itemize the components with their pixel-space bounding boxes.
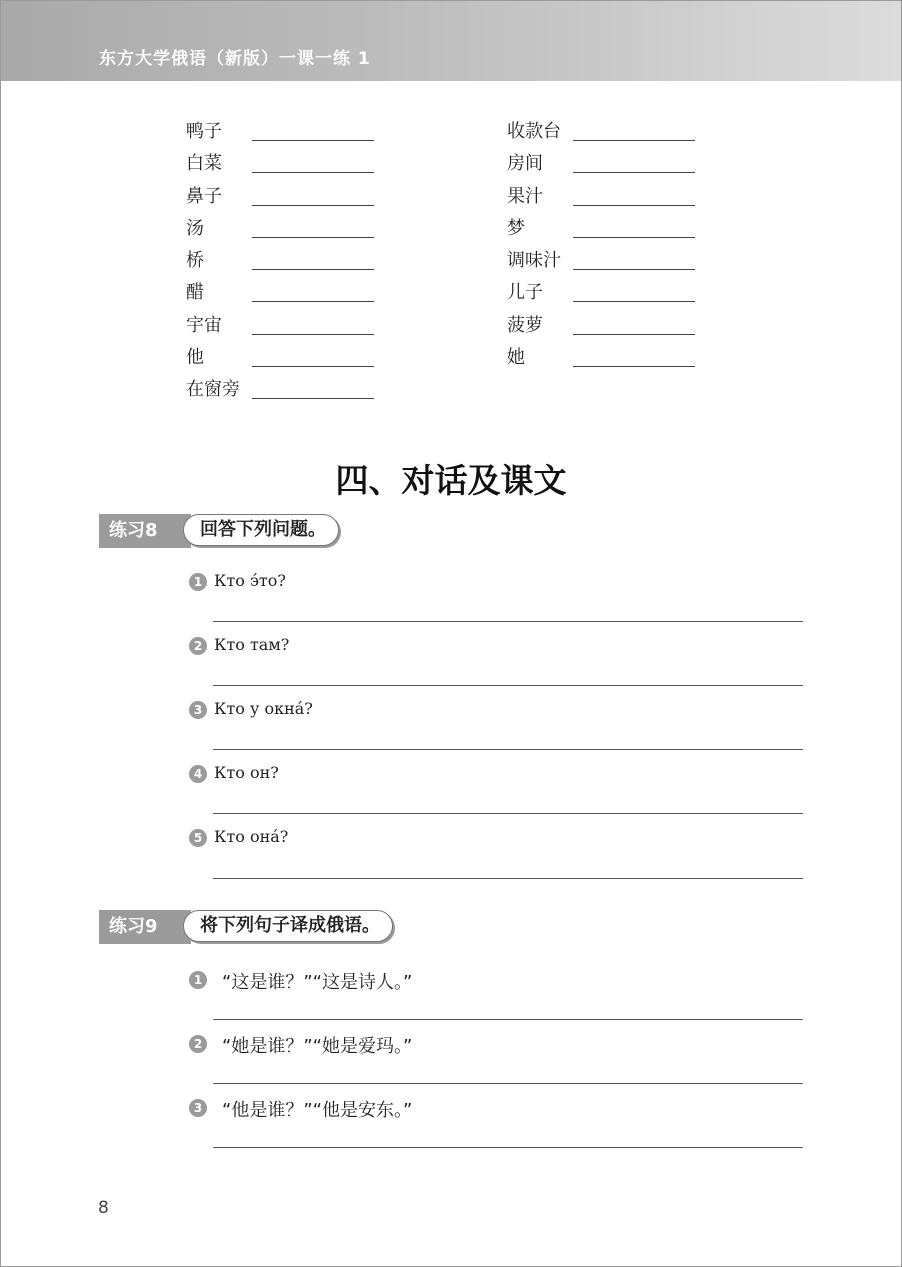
- exercise-instruction: 回答下列问题。: [183, 514, 339, 546]
- vocab-word: 房间: [507, 153, 543, 175]
- answer-line[interactable]: [213, 1019, 803, 1020]
- exercise-instruction: 将下列句子译成俄语。: [183, 910, 393, 942]
- question-number-badge: 1: [189, 971, 207, 989]
- question-number-badge: 2: [189, 637, 207, 655]
- vocab-word: 宇宙: [186, 314, 222, 336]
- answer-blank[interactable]: [252, 140, 374, 141]
- answer-line[interactable]: [213, 685, 803, 686]
- question-text: “他是谁？”“他是安东。”: [222, 1100, 413, 1121]
- answer-blank[interactable]: [252, 366, 374, 367]
- question-text: Кто он?: [214, 763, 279, 782]
- vocab-word: 她: [507, 347, 525, 369]
- question-text: Кто там?: [214, 635, 290, 654]
- vocab-word: 儿子: [507, 282, 543, 304]
- answer-line[interactable]: [213, 1147, 803, 1148]
- exercise-label: 练习8: [99, 514, 191, 548]
- question-number-badge: 5: [189, 829, 207, 847]
- answer-blank[interactable]: [252, 237, 374, 238]
- answer-blank[interactable]: [573, 269, 695, 270]
- section-title: 四、对话及课文: [335, 461, 567, 500]
- question-number-badge: 3: [189, 701, 207, 719]
- answer-blank[interactable]: [573, 140, 695, 141]
- vocab-word: 在窗旁: [186, 379, 240, 401]
- question-text: Кто э́то?: [214, 571, 286, 590]
- vocab-word: 醋: [186, 282, 204, 304]
- question-number-badge: 4: [189, 765, 207, 783]
- question-text: Кто у окна́?: [214, 699, 313, 718]
- book-title: 东方大学俄语（新版）一课一练 1: [99, 49, 371, 69]
- page-number: 8: [98, 1198, 109, 1218]
- answer-blank[interactable]: [573, 366, 695, 367]
- question-number-badge: 2: [189, 1035, 207, 1053]
- vocab-word: 鸭子: [186, 121, 222, 142]
- answer-line[interactable]: [213, 749, 803, 750]
- answer-line[interactable]: [213, 878, 803, 879]
- answer-blank[interactable]: [252, 172, 374, 173]
- vocab-word: 汤: [186, 217, 204, 239]
- question-text: Кто она́?: [214, 827, 289, 846]
- question-text: “她是谁？”“她是爱玛。”: [222, 1036, 413, 1057]
- answer-blank[interactable]: [252, 269, 374, 270]
- answer-blank[interactable]: [573, 301, 695, 302]
- running-header: [1, 1, 901, 81]
- answer-blank[interactable]: [252, 334, 374, 335]
- answer-blank[interactable]: [252, 205, 374, 206]
- answer-blank[interactable]: [573, 172, 695, 173]
- answer-line[interactable]: [213, 1083, 803, 1084]
- answer-line[interactable]: [213, 621, 803, 622]
- vocab-word: 调味汁: [507, 250, 561, 272]
- answer-blank[interactable]: [252, 398, 374, 399]
- answer-blank[interactable]: [573, 237, 695, 238]
- answer-line[interactable]: [213, 813, 803, 814]
- vocab-word: 白菜: [186, 153, 222, 175]
- vocab-word: 收款台: [507, 121, 561, 142]
- exercise-label: 练习9: [99, 910, 191, 944]
- answer-blank[interactable]: [252, 301, 374, 302]
- vocab-word: 果汁: [507, 185, 543, 207]
- answer-blank[interactable]: [573, 334, 695, 335]
- question-text: “这是谁？”“这是诗人。”: [222, 972, 413, 993]
- question-number-badge: 1: [189, 573, 207, 591]
- vocab-word: 他: [186, 347, 204, 369]
- question-number-badge: 3: [189, 1099, 207, 1117]
- vocab-word: 鼻子: [186, 185, 222, 207]
- vocab-word: 桥: [186, 250, 204, 272]
- answer-blank[interactable]: [573, 205, 695, 206]
- vocab-word: 菠萝: [507, 314, 543, 336]
- vocab-word: 梦: [507, 217, 525, 239]
